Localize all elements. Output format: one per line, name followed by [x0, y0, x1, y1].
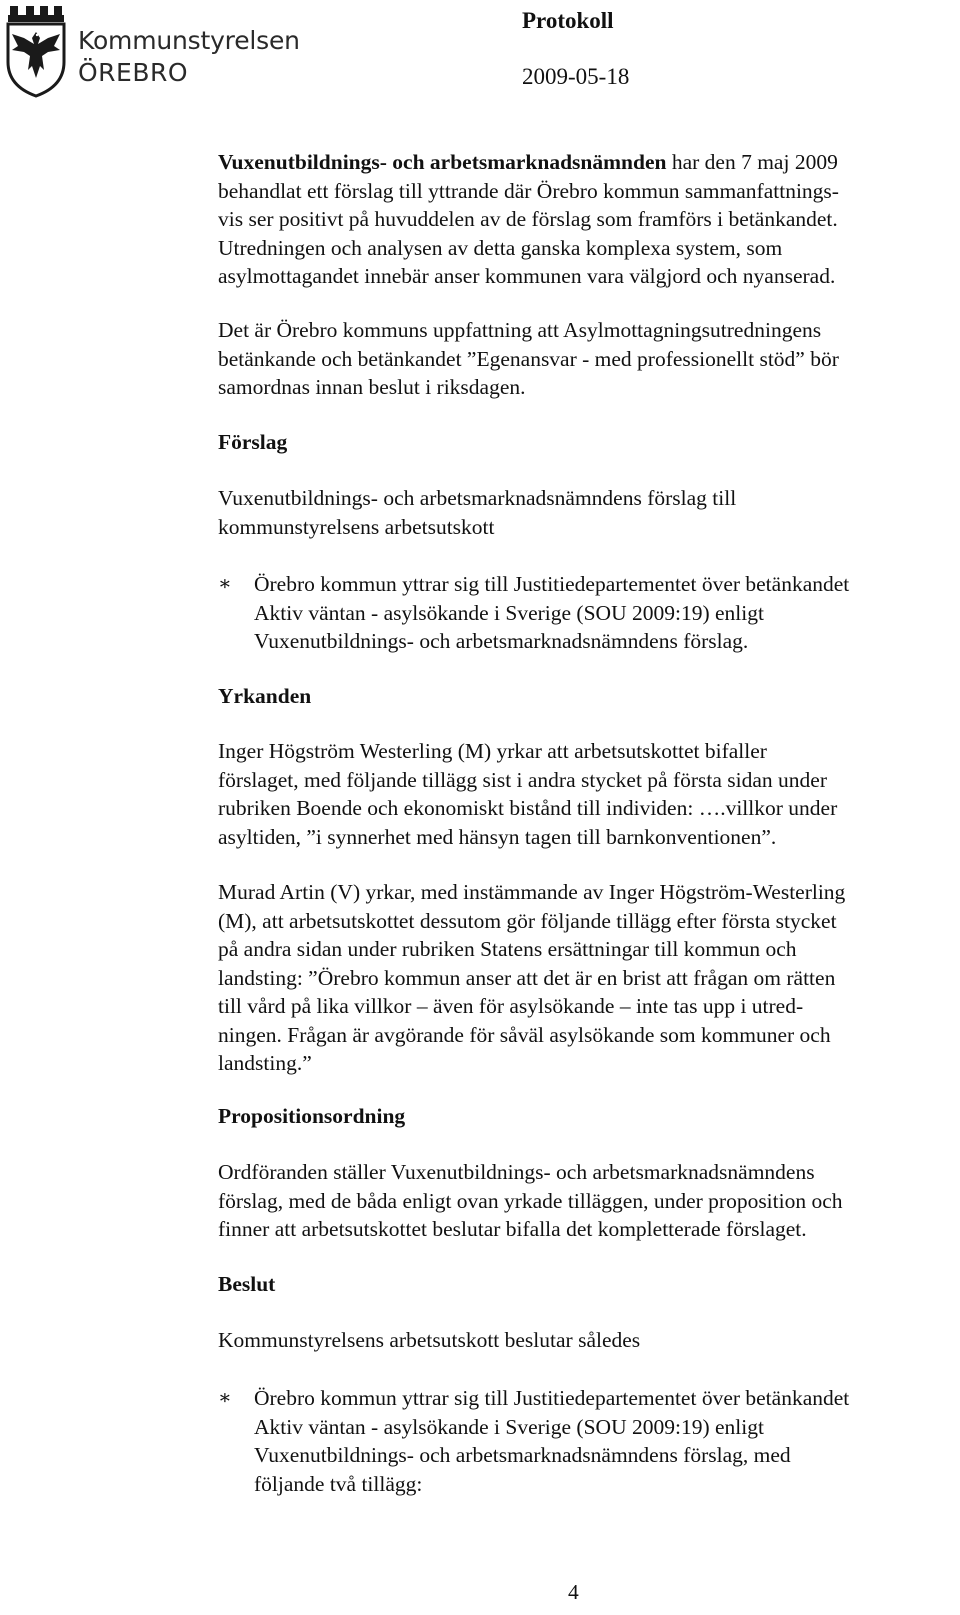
text-line: Vuxenutbildnings- och arbetsmarknadsnämndens förslag.	[254, 629, 749, 653]
bullet-item-forslag	[218, 570, 938, 656]
text-line: asylmottagandet innebär anser kommunen vara välgjord och nyanserad.	[218, 264, 836, 288]
document-date: 2009-05-18	[522, 64, 630, 89]
heading-beslut: Beslut	[218, 1272, 276, 1296]
text-line: ningen. Frågan är avgörande för såväl asylsökande som kommuner och	[218, 1022, 831, 1047]
text-line: betänkande och betänkandet ”Egenansvar - med professionellt stöd” bör	[218, 346, 839, 371]
crest-icon	[4, 4, 68, 98]
committee-name: Vuxenutbildnings- och arbetsmarknadsnämnden	[218, 150, 667, 174]
bullet-asterisk-icon: ∗	[218, 1387, 232, 1409]
text-line: Aktiv väntan - asylsökande i Sverige (SOU 2009:19) enligt	[254, 1414, 764, 1439]
text-line: förslag, med de båda enligt ovan yrkade tilläggen, under proposition och	[218, 1188, 843, 1213]
text-line: Vuxenutbildnings- och arbetsmarknadsnämnden har den 7 maj 2009	[218, 150, 838, 174]
text-line: på andra sidan under rubriken Statens ersättningar till kommun och	[218, 937, 797, 961]
text-line: finner att arbetsutskottet beslutar bifalla det kompletterade förslaget.	[218, 1217, 807, 1241]
text-line: vis ser positivt på huvuddelen av de förslag som framförs i betänkandet.	[218, 207, 838, 231]
text-line: landsting: ”Örebro kommun anser att det är en brist att frågan om rätten	[218, 965, 836, 990]
paragraph-yrkande-2	[218, 878, 938, 1078]
paragraph-forslag-intro	[218, 484, 938, 541]
page-number: 4	[568, 1580, 579, 1604]
text-line: Murad Artin (V) yrkar, med instämmande av Inger Högström-Westerling	[218, 880, 846, 904]
text-line: Vuxenutbildnings- och arbetsmarknadsnämndens förslag, med	[254, 1443, 791, 1467]
text-line: Örebro kommun yttrar sig till Justitiedepartementet över betänkandet	[254, 572, 850, 596]
paragraph-beslut-intro	[218, 1326, 938, 1355]
text-line: Örebro kommun yttrar sig till Justitiedepartementet över betänkandet	[254, 1386, 850, 1410]
text-line: Kommunstyrelsens arbetsutskott beslutar således	[218, 1328, 641, 1352]
text-line: (M), att arbetsutskottet dessutom gör följande tillägg efter första stycket	[218, 908, 837, 933]
municipality-logo	[4, 4, 300, 100]
text-line: Aktiv väntan - asylsökande i Sverige (SOU 2009:19) enligt	[254, 600, 764, 625]
heading-forslag: Förslag	[218, 430, 288, 454]
text-line: Ordföranden ställer Vuxenutbildnings- och arbetsmarknadsnämndens	[218, 1160, 815, 1184]
text-line: landsting.”	[218, 1051, 312, 1075]
text-line: kommunstyrelsens arbetsutskott	[218, 514, 495, 539]
document-type: Protokoll	[522, 8, 614, 33]
organization-city: ÖREBRO	[78, 58, 189, 87]
text-line: Vuxenutbildnings- och arbetsmarknadsnämndens förslag till	[218, 486, 737, 510]
organization-name: Kommunstyrelsen	[78, 26, 300, 55]
text-line: rubriken Boende och ekonomiskt bistånd till individen: ….villkor under	[218, 796, 838, 820]
text-line: samordnas innan beslut i riksdagen.	[218, 375, 526, 399]
heading-propositionsordning: Propositionsordning	[218, 1104, 406, 1128]
bullet-item-beslut	[218, 1384, 938, 1498]
paragraph-yrkande-1	[218, 737, 938, 851]
bullet-asterisk-icon: ∗	[218, 573, 232, 595]
paragraph-intro	[218, 148, 938, 291]
text-line: till vård på lika villkor – även för asylsökande – inte tas upp i utred-	[218, 994, 804, 1018]
text-line: Utredningen och analysen av detta ganska komplexa system, som	[218, 235, 783, 260]
paragraph-opinion	[218, 316, 938, 402]
text-line: Inger Högström Westerling (M) yrkar att arbetsutskottet bifaller	[218, 739, 767, 763]
text-line: förslaget, med följande tillägg sist i andra stycket på första sidan under	[218, 767, 827, 792]
paragraph-propositionsordning	[218, 1158, 938, 1244]
text-line: asyltiden, ”i synnerhet med hänsyn tagen till barnkonventionen”.	[218, 824, 777, 849]
text-line: behandlat ett förslag till yttrande där Örebro kommun sammanfattnings-	[218, 178, 839, 203]
text-line: följande två tillägg:	[254, 1471, 423, 1496]
heading-yrkanden: Yrkanden	[218, 684, 312, 708]
text-line: Det är Örebro kommuns uppfattning att Asylmottagningsutredningens	[218, 318, 822, 342]
